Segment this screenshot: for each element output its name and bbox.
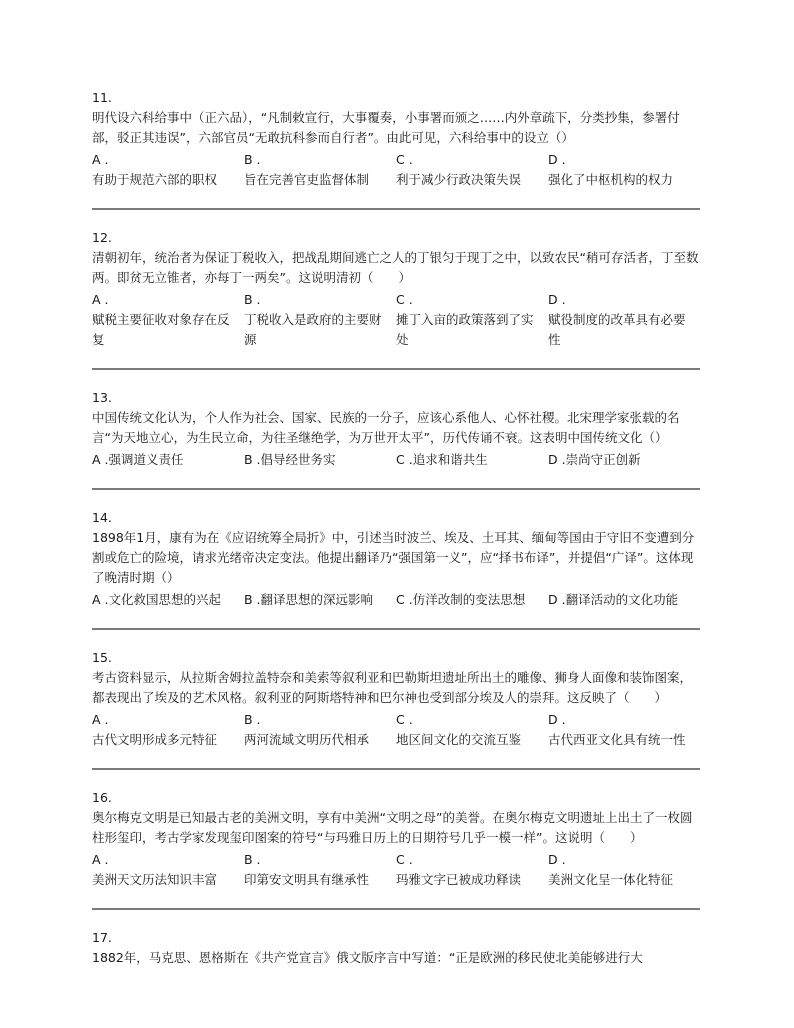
option-letter: B . [244,592,261,607]
option-letter: D . [548,152,566,167]
option-text: 旨在完善官吏监督体制 [244,172,370,187]
option-text: 丁税收入是政府的主要财源 [244,312,382,347]
option-text: 赋役制度的改革具有必要性 [548,312,686,347]
options-row [92,850,700,890]
option-text: 两河流域文明历代相承 [244,732,370,747]
options-row [92,710,700,750]
option-d[interactable] [548,450,700,470]
divider [92,768,700,770]
question-number: 17. [92,930,112,945]
option-letter: C . [396,592,413,607]
question-number: 15. [92,650,112,665]
divider [92,368,700,370]
question-16 [92,788,700,890]
question-number: 11. [92,90,112,105]
options-row [92,150,700,190]
question-13 [92,388,700,470]
option-letter: A . [92,292,109,307]
question-stem: 中国传统文化认为，个人作为社会、国家、民族的一分子，应该心系他人、心怀社稷。北宋理学家张载的名言“为天地立心，为生民立命，为往圣继绝学，为万世开太平”，历代传诵不衰。这表明中国传统文化（） [92,410,680,445]
option-text: 追求和谐共生 [412,452,488,467]
option-letter: C . [396,712,413,727]
option-c[interactable] [396,850,548,890]
option-letter: A . [92,712,109,727]
divider [92,208,700,210]
option-text: 摊丁入亩的政策落到了实处 [396,312,534,347]
option-letter: A . [92,452,109,467]
option-letter: D . [548,712,566,727]
option-letter: C . [396,292,413,307]
option-letter: D . [548,592,566,607]
option-text: 利于减少行政决策失误 [396,172,522,187]
options-row [92,590,700,610]
option-c[interactable] [396,710,548,750]
question-stem: 清朝初年，统治者为保证丁税收入，把战乱期间逃亡之人的丁银匀于现丁之中，以致农民“稍可存活者，丁至数两。即贫无立锥者，亦每丁一两矣”。这说明清初（ ） [92,250,699,285]
option-letter: A . [92,592,109,607]
option-letter: A . [92,152,109,167]
question-number: 12. [92,230,112,245]
option-a[interactable] [92,450,244,470]
option-b[interactable] [244,450,396,470]
option-text: 古代文明形成多元特征 [92,732,218,747]
option-a[interactable] [92,850,244,890]
options-row [92,290,700,350]
question-stem: 考古资料显示，从拉斯舍姆拉盖特奈和美索等叙利亚和巴勒斯坦遗址所出土的雕像、狮身人面像和装饰图案，都表现出了埃及的艺术风格。叙利亚的阿斯塔特神和巴尔神也受到部分埃及人的崇拜。这反映了（ ） [92,670,693,705]
option-b[interactable] [244,590,396,610]
option-letter: B . [244,712,261,727]
divider [92,488,700,490]
option-d[interactable] [548,590,700,610]
option-text: 强化了中枢机构的权力 [548,172,674,187]
option-text: 崇尚守正创新 [565,452,641,467]
option-c[interactable] [396,150,548,190]
option-c[interactable] [396,590,548,610]
question-stem: 1882年，马克思、恩格斯在《共产党宣言》俄文版序言中写道：“正是欧洲的移民使北美能够进行大 [92,950,643,965]
option-letter: C . [396,452,413,467]
option-b[interactable] [244,850,396,890]
option-text: 文化救国思想的兴起 [108,592,222,607]
option-text: 印第安文明具有继承性 [244,872,370,887]
option-text: 有助于规范六部的职权 [92,172,218,187]
option-text: 古代西亚文化具有统一性 [548,732,686,747]
question-11 [92,88,700,190]
option-letter: D . [548,292,566,307]
question-17 [92,928,700,968]
option-c[interactable] [396,290,548,350]
question-number: 13. [92,390,112,405]
options-row [92,450,700,470]
option-text: 仿洋改制的变法思想 [412,592,526,607]
option-text: 美洲文化呈一体化特征 [548,872,674,887]
divider [92,908,700,910]
option-d[interactable] [548,850,700,890]
option-d[interactable] [548,290,700,350]
option-letter: C . [396,852,413,867]
option-text: 倡导经世务实 [260,452,336,467]
option-letter: B . [244,852,261,867]
option-letter: D . [548,452,566,467]
option-letter: D . [548,852,566,867]
option-text: 地区间文化的交流互鉴 [396,732,522,747]
option-a[interactable] [92,590,244,610]
question-12 [92,228,700,350]
option-b[interactable] [244,150,396,190]
option-d[interactable] [548,150,700,190]
question-stem: 明代设六科给事中（正六品），“凡制敕宣行，大事覆奏，小事署而颁之……内外章疏下，分类抄集，参署付部，驳正其违误”，六部官员“无敢抗科参而自行者”。由此可见，六科给事中的设立（） [92,110,680,145]
option-a[interactable] [92,150,244,190]
question-15 [92,648,700,750]
option-letter: B . [244,452,261,467]
option-letter: B . [244,292,261,307]
divider [92,628,700,630]
option-b[interactable] [244,710,396,750]
option-letter: C . [396,152,413,167]
option-text: 翻译思想的深远影响 [260,592,374,607]
question-stem: 1898年1月，康有为在《应诏统筹全局折》中，引述当时波兰、埃及、土耳其、缅甸等国由于守旧不变遭到分割或危亡的险境，请求光绪帝决定变法。他提出翻译乃“强国第一义”，应“择书布译”，并提倡“广译”。这体现了晚清时期（） [92,530,695,585]
option-a[interactable] [92,290,244,350]
option-text: 赋税主要征收对象存在反复 [92,312,230,347]
option-text: 美洲天文历法知识丰富 [92,872,218,887]
exam-page [92,88,700,968]
question-number: 14. [92,510,112,525]
option-text: 玛雅文字已被成功释读 [396,872,522,887]
question-number: 16. [92,790,112,805]
option-text: 翻译活动的文化功能 [565,592,679,607]
question-14 [92,508,700,610]
option-c[interactable] [396,450,548,470]
option-b[interactable] [244,290,396,350]
option-text: 强调道义责任 [108,452,184,467]
option-letter: A . [92,852,109,867]
question-stem: 奥尔梅克文明是已知最古老的美洲文明，享有中美洲“文明之母”的美誉。在奥尔梅克文明遗址上出土了一枚圆柱形玺印，考古学家发现玺印图案的符号“与玛雅日历上的日期符号几乎一模一样”。这说明（ ） [92,810,693,845]
option-d[interactable] [548,710,700,750]
option-letter: B . [244,152,261,167]
option-a[interactable] [92,710,244,750]
